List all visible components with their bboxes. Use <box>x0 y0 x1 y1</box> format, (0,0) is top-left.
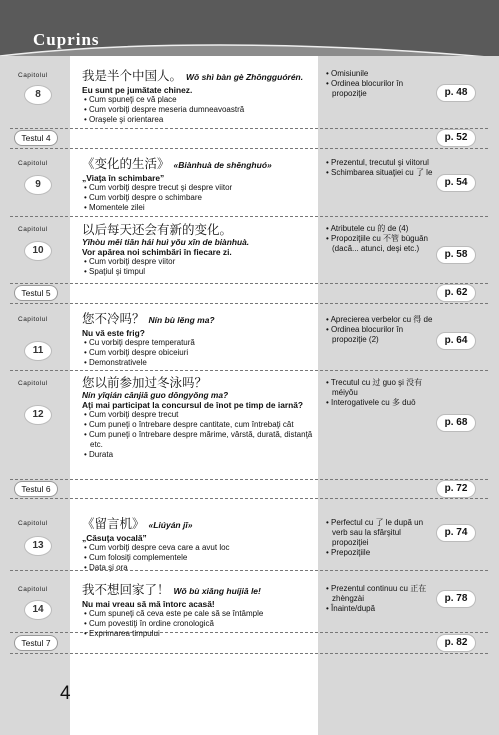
lesson-content <box>82 375 314 460</box>
page-ref[interactable]: p. 82 <box>436 634 476 652</box>
lesson-title-ro: Aţi mai participat la concursul de înot pe timp de iarnă? <box>82 400 304 410</box>
topic-item: • Momentele zilei <box>82 203 314 213</box>
separator <box>10 370 488 371</box>
topic-item: • Demonstrativele <box>82 358 314 368</box>
page-ref[interactable]: p. 62 <box>436 284 476 302</box>
grammar-list <box>324 518 434 558</box>
chapter-number: 8 <box>24 85 52 105</box>
grammar-item: • Aprecierea verbelor cu 得 de <box>324 315 434 325</box>
lesson-title-ro: Eu sunt pe jumătate chinez. <box>82 85 193 95</box>
grammar-item: • Ordinea blocurilor în propoziţie <box>324 79 434 99</box>
grammar-item: • Propoziţiile cu 不管 bùguǎn (dacă... atunci, deşi etc.) <box>324 234 434 254</box>
lesson-title-pinyin: «Biànhuà de shēnghuó» <box>173 160 272 170</box>
topic-item: • Spaţiul şi timpul <box>82 267 314 277</box>
lesson-content <box>82 311 314 368</box>
page-ref[interactable]: p. 54 <box>436 174 476 192</box>
test-label[interactable]: Testul 7 <box>14 635 58 651</box>
lesson-title-ro: „Viaţa în schimbare” <box>82 173 165 183</box>
lesson-title-zh: 以后每天还会有新的变化。 <box>82 222 233 237</box>
chapter-number: 9 <box>24 175 52 195</box>
lesson-title-pinyin: Nín yǐqián cānjiā guo dōngyǒng ma? <box>82 390 229 400</box>
topic-item: • Cum vorbiţi despre trecut şi despre viitor <box>82 183 314 193</box>
topic-item: • Cum vorbiţi despre obiceiuri <box>82 348 314 358</box>
topic-item: • Cum vorbiţi despre ceva care a avut loc <box>82 543 314 553</box>
lesson-content <box>82 582 314 639</box>
page-ref[interactable]: p. 68 <box>436 414 476 432</box>
page-ref[interactable]: p. 74 <box>436 524 476 542</box>
lesson-title-zh: 我是半个中国人。 <box>82 68 183 83</box>
left-panel <box>0 56 70 735</box>
separator <box>10 498 488 499</box>
grammar-list <box>324 584 434 614</box>
grammar-item: • Atributele cu 的 de (4) <box>324 224 434 234</box>
page-ref[interactable]: p. 48 <box>436 84 476 102</box>
page-ref[interactable]: p. 78 <box>436 590 476 608</box>
topic-item: • Cum puneţi o întrebare despre mărime, vârstă, durată, distanţă etc. <box>82 430 314 450</box>
topic-item: • Cum spuneţi că ceva este pe cale să se întâmple <box>82 609 314 619</box>
topic-item: • Cum folosiţi complementele <box>82 553 314 563</box>
grammar-item: • Interogativele cu 多 duō <box>324 398 434 408</box>
lesson-title-ro: Nu mai vreau să mă întorc acasă! <box>82 599 215 609</box>
grammar-item: • Perfectul cu 了 le după un verb sau la sfârşitul propoziţiei <box>324 518 434 548</box>
lesson-title-pinyin: Wǒ bù xiǎng huíjiā le! <box>173 586 261 596</box>
page-ref[interactable]: p. 52 <box>436 129 476 147</box>
chapter-label: Capitolul <box>18 316 48 323</box>
lesson-title-ro: Vor apărea noi schimbări în fiecare zi. <box>82 247 232 257</box>
lesson-content <box>82 222 314 277</box>
lesson-title-zh: 您以前参加过冬泳吗？ <box>82 375 208 390</box>
page-ref[interactable]: p. 58 <box>436 246 476 264</box>
lesson-title-ro: „Căsuţa vocală” <box>82 533 147 543</box>
separator <box>10 128 488 129</box>
chapter-label: Capitolul <box>18 520 48 527</box>
separator <box>10 653 488 654</box>
lesson-title-zh: 《变化的生活》 <box>82 156 170 171</box>
grammar-list <box>324 378 434 408</box>
test-label[interactable]: Testul 4 <box>14 130 58 146</box>
lesson-title-zh: 我不想回家了！ <box>82 582 170 597</box>
topic-item: • Cum vorbiţi despre o schimbare <box>82 193 314 203</box>
topic-item: • Cu vorbiţi despre temperatură <box>82 338 314 348</box>
grammar-item: • Prezentul continuu cu 正在 zhèngzài <box>324 584 434 604</box>
chapter-number: 12 <box>24 405 52 425</box>
lesson-title-pinyin: Nín bù lěng ma? <box>148 315 215 325</box>
chapter-label: Capitolul <box>18 160 48 167</box>
topic-item: • Cum vorbiţi despre meseria dumneavoastră <box>82 105 314 115</box>
lesson-title-zh: 您不冷吗？ <box>82 311 145 326</box>
separator <box>10 148 488 149</box>
chapter-label: Capitolul <box>18 380 48 387</box>
grammar-list <box>324 224 434 254</box>
topic-item: • Durata <box>82 450 314 460</box>
grammar-item: • Prezentul, trecutul şi viitorul <box>324 158 434 168</box>
topic-item: • Cum vorbiţi despre viitor <box>82 257 314 267</box>
separator <box>10 283 488 284</box>
separator <box>10 479 488 480</box>
grammar-item: • Prepoziţiile <box>324 548 434 558</box>
grammar-item: • Trecutul cu 过 guo şi 没有 méiyǒu <box>324 378 434 398</box>
lesson-title-zh: 《留言机》 <box>82 516 145 531</box>
lesson-content <box>82 516 314 573</box>
grammar-item: • Ordinea blocurilor în propoziţie (2) <box>324 325 434 345</box>
chapter-number: 11 <box>24 341 52 361</box>
page-number: 4 <box>60 683 71 704</box>
topic-item: • Cum spuneţi ce vă place <box>82 95 314 105</box>
chapter-number: 13 <box>24 536 52 556</box>
topic-item: • Oraşele şi orientarea <box>82 115 314 125</box>
lesson-title-ro: Nu vă este frig? <box>82 328 145 338</box>
grammar-list <box>324 158 434 178</box>
test-label[interactable]: Testul 6 <box>14 481 58 497</box>
grammar-list <box>324 69 434 99</box>
chapter-label: Capitolul <box>18 226 48 233</box>
lesson-title-pinyin: «Liúyán jī» <box>148 520 193 530</box>
test-label[interactable]: Testul 5 <box>14 285 58 301</box>
grammar-item: • Schimbarea situaţiei cu 了 le <box>324 168 434 178</box>
separator <box>10 216 488 217</box>
page-title: Cuprins <box>33 30 100 49</box>
grammar-item: • Omisiunile <box>324 69 434 79</box>
lesson-title-pinyin: Wǒ shì bàn gè Zhōngguórén. <box>186 72 304 82</box>
topic-item: • Cum povestiţi în ordine cronologică <box>82 619 314 629</box>
chapter-label: Capitolul <box>18 72 48 79</box>
topic-item: • Cum vorbiţi despre trecut <box>82 410 314 420</box>
chapter-label: Capitolul <box>18 586 48 593</box>
grammar-item: • Înainte/după <box>324 604 434 614</box>
topic-item: • Exprimarea timpului <box>82 629 314 639</box>
lesson-content <box>82 156 314 213</box>
grammar-list <box>324 315 434 345</box>
page-ref[interactable]: p. 64 <box>436 332 476 350</box>
chapter-number: 14 <box>24 600 52 620</box>
page-ref[interactable]: p. 72 <box>436 480 476 498</box>
topic-item: • Data şi ora <box>82 563 314 573</box>
lesson-content <box>82 68 314 125</box>
topic-item: • Cum puneţi o întrebare despre cantitate, cum întrebaţi cât <box>82 420 314 430</box>
chapter-number: 10 <box>24 241 52 261</box>
lesson-title-pinyin: Yǐhòu měi tiān hái huì yǒu xīn de biànhuà. <box>82 237 250 247</box>
separator <box>10 303 488 304</box>
